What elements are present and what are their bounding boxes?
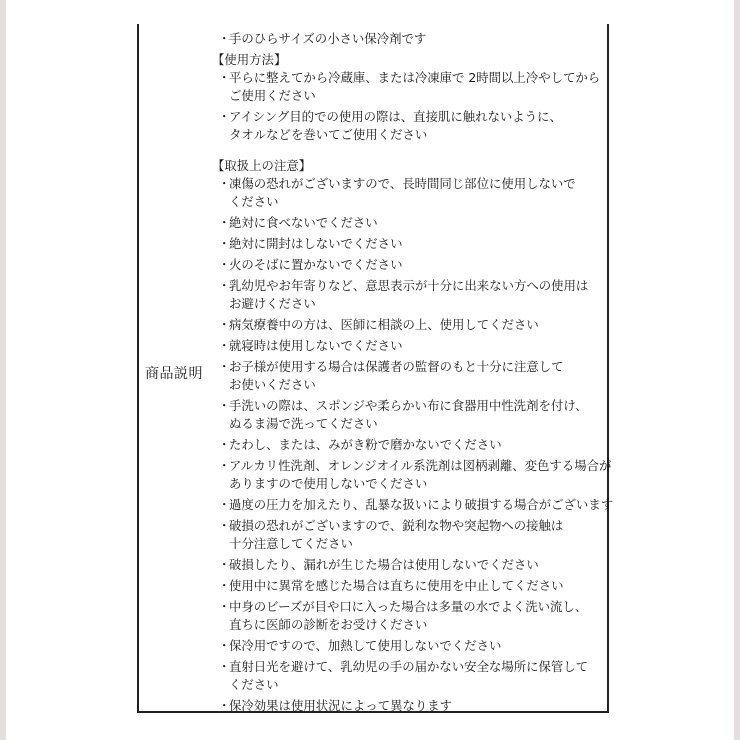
item-line: 直射日光を避けて、乳幼児の手の届かない安全な場所に保管して: [229, 659, 589, 674]
item-line: 過度の圧力を加えたり、乱暴な扱いにより破損する場合がございます: [229, 497, 614, 512]
item-text: [229, 397, 604, 433]
item-line: 就寝時は使用しないでください: [229, 338, 403, 353]
item-text: [229, 316, 604, 334]
item-text: [229, 577, 604, 595]
caution-item: [212, 358, 604, 394]
item-text: [229, 69, 604, 105]
bullet-mark: ・: [218, 236, 231, 251]
item-text: [229, 277, 604, 313]
bullet-mark: ・: [218, 257, 231, 272]
caution-item: [212, 256, 604, 274]
cautions-heading: 【取扱上の注意】: [212, 158, 312, 173]
page-edge-right: [734, 0, 740, 740]
item-line: ください: [229, 677, 279, 692]
item-line: 火のそばに置かないでください: [229, 257, 403, 272]
caution-item: [212, 316, 604, 334]
caution-item: [212, 436, 604, 454]
usage-heading: 【使用方法】: [212, 52, 287, 67]
item-line: 平らに整えてから冷蔵庫、または冷凍庫で 2時間以上冷やしてから: [229, 70, 601, 85]
label-cell: [137, 24, 211, 713]
item-line: 病気療養中の方は、医師に相談の上、使用してください: [229, 317, 539, 332]
item-line: 手洗いの際は、スポンジや柔らかい布に食器用中性洗剤を付け、: [229, 398, 588, 413]
item-text: [229, 457, 611, 493]
item-text: [229, 108, 604, 144]
description-content: [212, 30, 614, 715]
item-line: タオルなどを巻いてご使用ください: [229, 127, 428, 142]
item-text: [229, 556, 604, 574]
item-line: 絶対に開封はしないでください: [229, 236, 403, 251]
usage-item: [212, 69, 604, 105]
bullet-mark: ・: [218, 557, 231, 572]
item-line: ください: [229, 194, 279, 209]
usage-list: [212, 69, 604, 144]
caution-item: [212, 556, 604, 574]
item-line: お使いください: [229, 377, 316, 392]
bullet-mark: ・: [218, 458, 231, 473]
item-text: [229, 658, 604, 694]
item-line: 絶対に食べないでください: [229, 215, 378, 230]
item-text: [229, 637, 604, 655]
bullet-mark: ・: [218, 215, 231, 230]
item-line: 破損したり、漏れが生じた場合は使用しないでください: [229, 557, 539, 572]
bullet-mark: ・: [218, 70, 231, 85]
bullet-mark: ・: [218, 518, 231, 533]
bullet-mark: ・: [218, 317, 231, 332]
item-line: 乳幼児やお年寄りなど、意思表示が十分に出来ない方への使用は: [229, 278, 589, 293]
item-text: [229, 358, 604, 394]
bullet-mark: ・: [218, 578, 231, 593]
caution-item: [212, 496, 614, 514]
bullet-mark: ・: [218, 638, 231, 653]
item-line: 直ちに医師の診断をお受けください: [229, 617, 428, 632]
caution-item: [212, 214, 604, 232]
caution-item: [212, 517, 604, 553]
caution-item: [212, 658, 604, 694]
bullet-mark: ・: [218, 398, 231, 413]
bullet-mark: ・: [218, 338, 231, 353]
bullet-mark: ・: [218, 437, 231, 452]
intro-item: [212, 30, 604, 48]
caution-item: [212, 457, 612, 493]
usage-item: [212, 108, 604, 144]
item-text: [229, 30, 604, 48]
section-label: 商品説明: [145, 365, 203, 382]
item-line: ぬるま湯で洗ってください: [229, 416, 378, 431]
bullet-mark: ・: [218, 698, 231, 713]
caution-item: [212, 337, 604, 355]
bullet-mark: ・: [218, 278, 231, 293]
item-line: お避けください: [229, 296, 316, 311]
item-text: [229, 256, 604, 274]
item-line: 十分注意してください: [229, 536, 353, 551]
item-line: アイシング目的での使用の際は、直接肌に触れないように、: [229, 109, 562, 124]
item-text: [229, 214, 604, 232]
bullet-mark: ・: [218, 31, 231, 46]
item-line: 破損の恐れがございますので、鋭利な物や突起物への接触は: [229, 518, 564, 533]
cautions-list: [212, 175, 614, 715]
caution-item: [212, 697, 604, 715]
item-text: [229, 436, 604, 454]
caution-item: [212, 175, 604, 211]
item-line: ご使用ください: [229, 88, 316, 103]
item-text: [229, 235, 604, 253]
caution-item: [212, 235, 604, 253]
caution-item: [212, 598, 604, 634]
intro-list: [212, 30, 604, 48]
bullet-mark: ・: [218, 497, 231, 512]
item-line: 中身のビーズが目や口に入った場合は多量の水でよく洗い流し、: [229, 599, 588, 614]
bullet-mark: ・: [218, 599, 231, 614]
item-line: 保冷用ですので、加熱して使用しないでください: [229, 638, 502, 653]
item-text: [229, 337, 604, 355]
item-line: お子様が使用する場合は保護者の監督のもと十分に注意して: [229, 359, 564, 374]
item-text: [229, 697, 604, 715]
item-line: ありますので使用しないでください: [229, 476, 428, 491]
item-text: [229, 598, 604, 634]
page-edge-left: [0, 0, 6, 740]
item-line: 手のひらサイズの小さい保冷剤です: [229, 31, 427, 46]
item-line: 使用中に異常を感じた場合は直ちに使用を中止してください: [229, 578, 564, 593]
item-line: 保冷効果は使用状況によって異なります: [229, 698, 453, 713]
item-line: 凍傷の恐れがございますので、長時間同じ部位に使用しないで: [229, 176, 576, 191]
caution-item: [212, 277, 604, 313]
bullet-mark: ・: [218, 659, 231, 674]
item-line: アルカリ性洗剤、オレンジオイル系洗剤は図柄剥離、変色する場合が: [229, 458, 612, 473]
item-text: [229, 175, 604, 211]
item-text: [229, 496, 613, 514]
caution-item: [212, 637, 604, 655]
bullet-mark: ・: [218, 176, 231, 191]
item-text: [229, 517, 604, 553]
item-line: たわし、または、みがき粉で磨かないでください: [229, 437, 502, 452]
bullet-mark: ・: [218, 359, 231, 374]
caution-item: [212, 397, 604, 433]
bullet-mark: ・: [218, 109, 231, 124]
caution-item: [212, 577, 604, 595]
